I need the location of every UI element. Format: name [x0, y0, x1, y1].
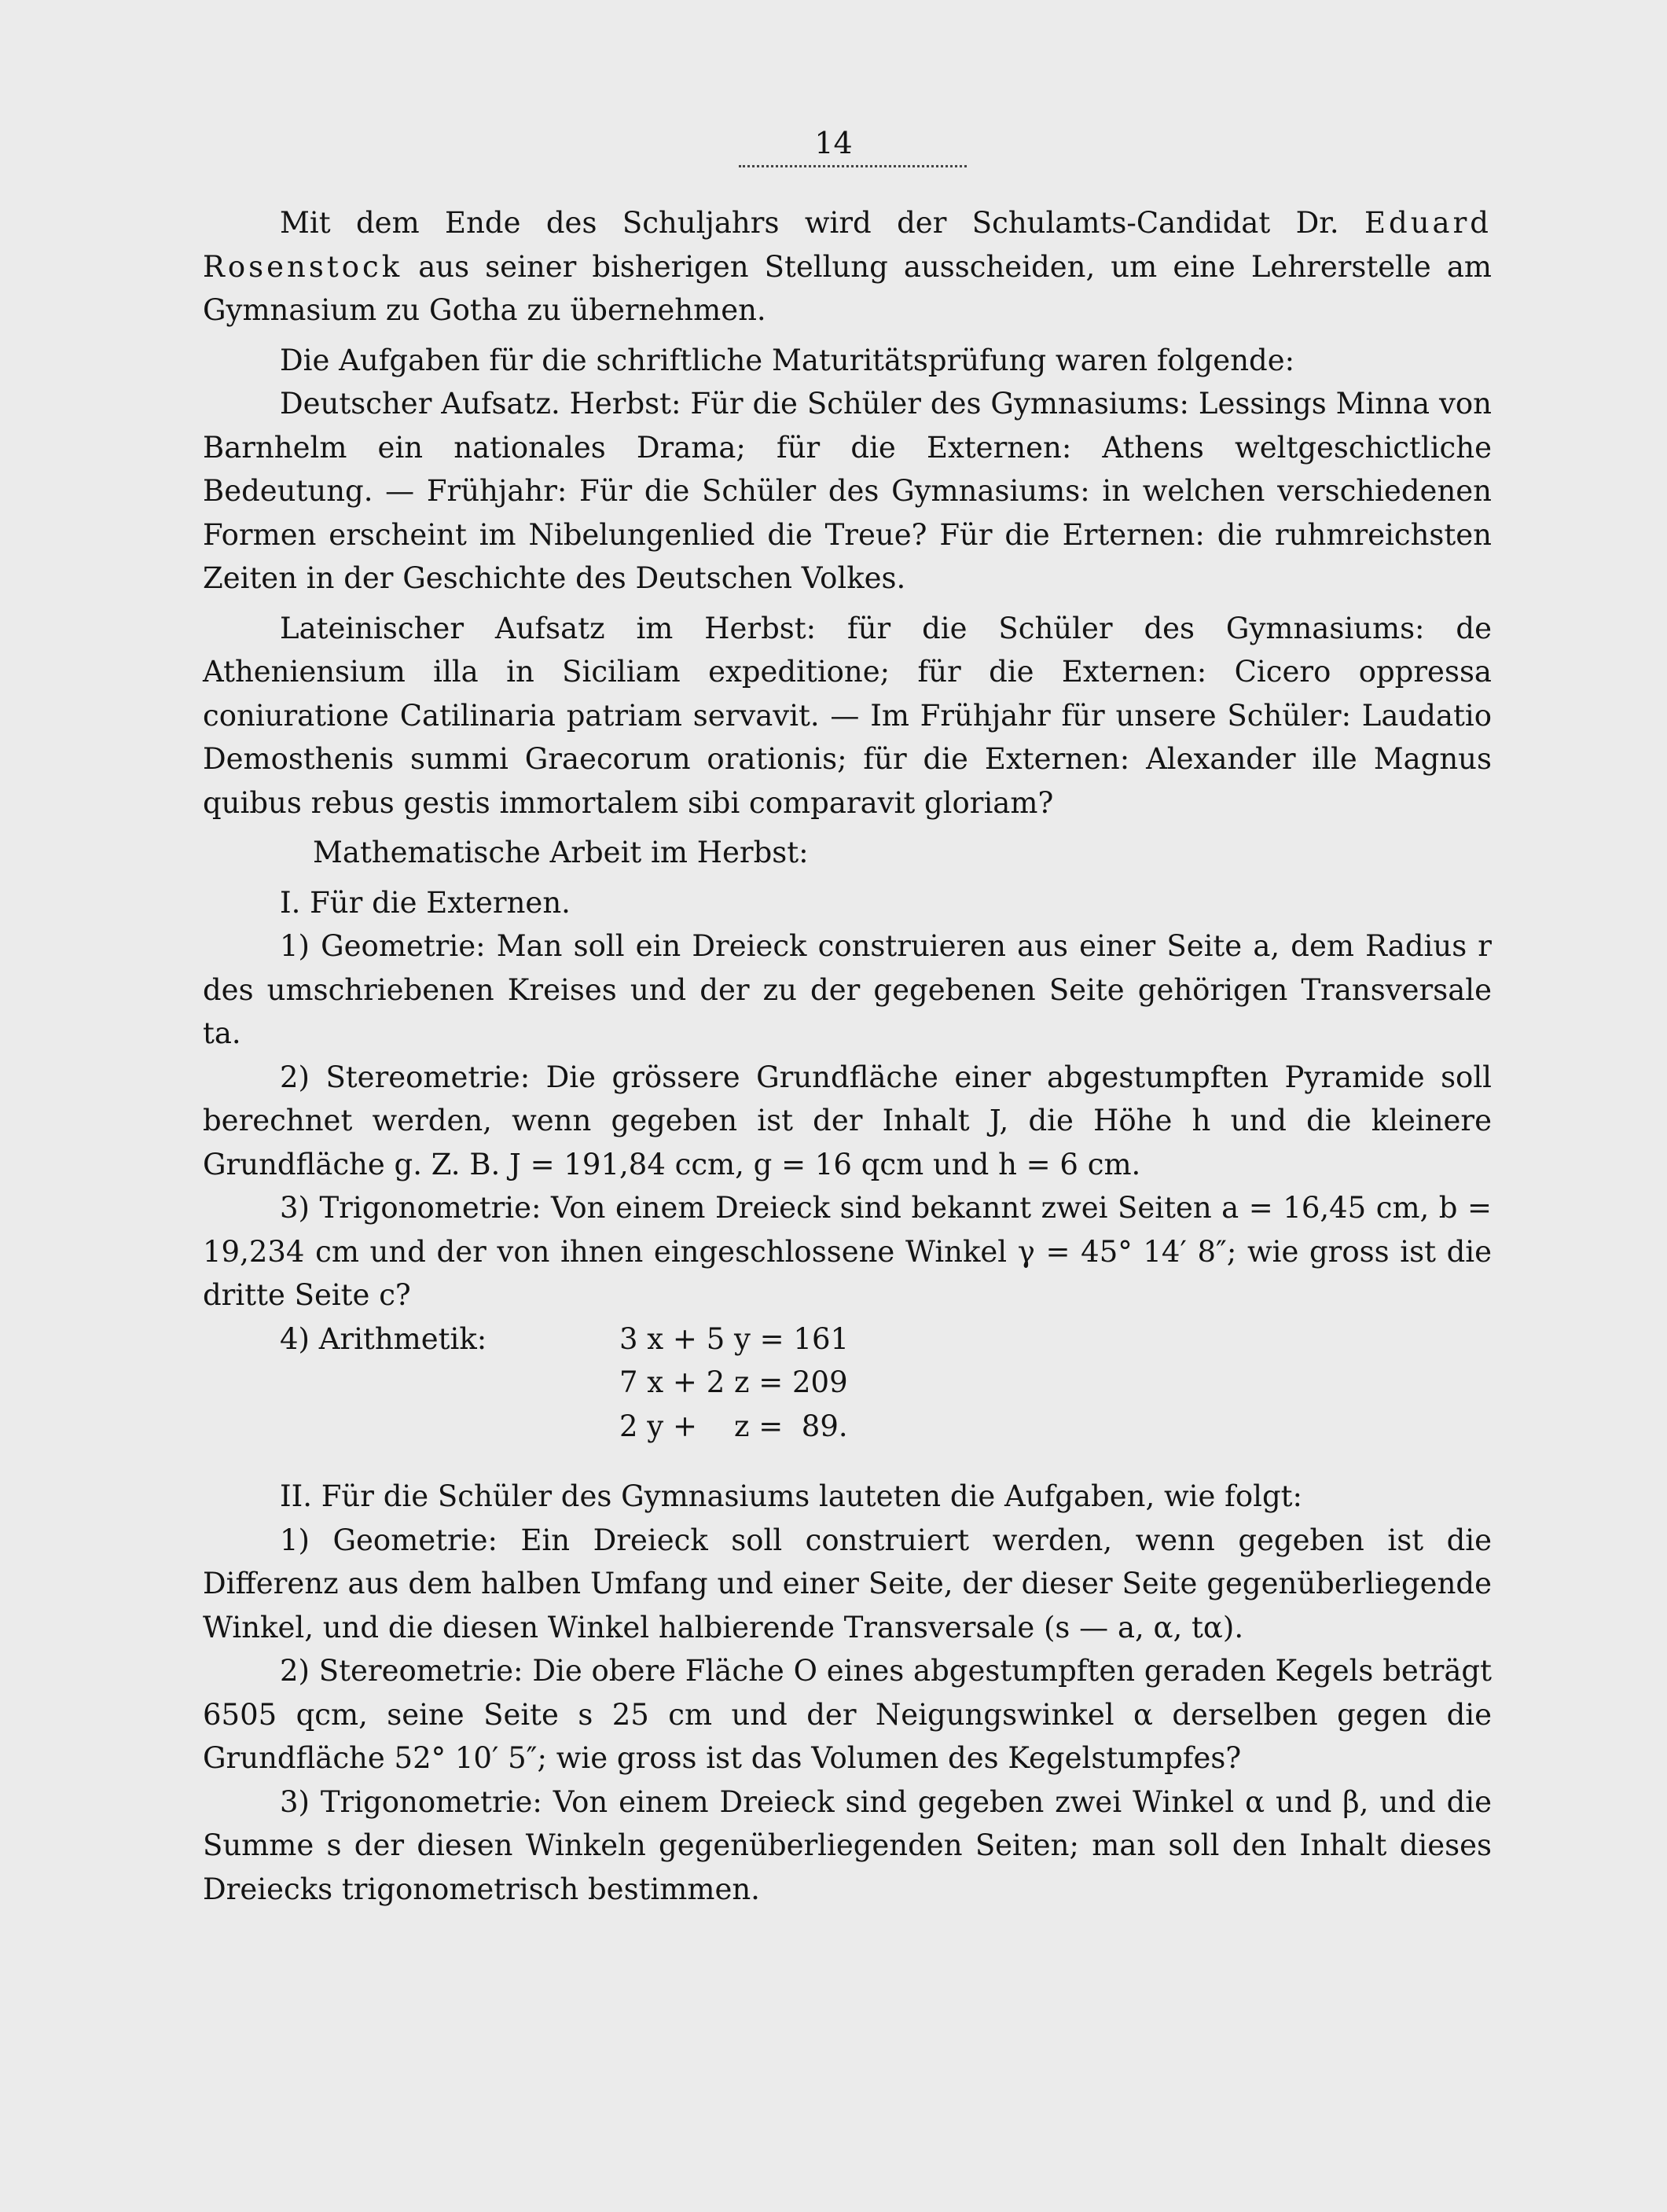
paragraph-deutscher-aufsatz: Deutscher Aufsatz. Herbst: Für die Schüler des Gymnasiums: Lessings Minna von Barnhelm ein nationales Drama; für die Externen: Athens weltgeschictliche Bedeutung. — Frühjahr: Für die Schüler des Gymnasiums: in welchen verschiedenen Formen erscheint im Nibelungenlied die Treue? Für die Erternen: die ruhmreichsten Zeiten in der Geschichte des Deutschen Volkes.: [203, 387, 1492, 595]
paragraph-rosenstock-a: Mit dem Ende des Schuljahrs wird der Schulamts-Candidat Dr.: [280, 206, 1365, 240]
task-arithmetik-label: 4) Arithmetik:: [280, 1321, 487, 1356]
paragraph-lateinischer-aufsatz: Lateinischer Aufsatz im Herbst: für die Schüler des Gymnasiums: de Atheniensium illa in Siciliam expeditione; für die Externen: Cicero oppressa coniuratione Catilinaria patriam servavit. — Im Frühjahr für unsere Schüler: Laudatio Demosthenis summi Graecorum orationis; für die Externen: Alexander ille Magnus quibus rebus gestis immortalem sibi comparavit gloriam?: [203, 611, 1492, 820]
task-arithmetik-line-1: [203, 1317, 1492, 1361]
paragraph-aufgaben-intro: Die Aufgaben für die schriftliche Maturitätsprüfung waren folgende:: [280, 343, 1295, 377]
section-heading-externen: I. Für die Externen.: [280, 885, 571, 920]
task-stereometrie-externen: 2) Stereometrie: Die grössere Grundfläche einer abgestumpften Pyramide soll berechnet werden, wenn gegeben ist der Inhalt J, die Höhe h und die kleinere Grundfläche g. Z. B. J = 191,84 ccm, g = 16 qcm und h = 6 cm.: [203, 1060, 1492, 1181]
task-trigonometrie-externen: 3) Trigonometrie: Von einem Dreieck sind bekannt zwei Seiten a = 16,45 cm, b = 19,234 cm und der von ihnen eingeschlossene Winkel γ = 45° 14′ 8″; wie gross ist die dritte Seite c?: [203, 1191, 1492, 1312]
task-stereometrie-gymnasium: 2) Stereometrie: Die obere Fläche O eines abgestumpften geraden Kegels beträgt 6505 qcm, seine Seite s 25 cm und der Neigungswinkel α derselben gegen die Grundfläche 52° 10′ 5″; wie gross ist das Volumen des Kegelstumpfes?: [203, 1654, 1492, 1775]
equation-2: 7 x + 2 z = 209: [619, 1365, 848, 1399]
paragraph-rosenstock-b: aus seiner bisherigen Stellung ausscheiden, um eine Lehrerstelle am Gymnasium zu Gotha zu übernehmen.: [203, 249, 1492, 327]
header-rule: [739, 165, 967, 167]
task-geometrie-externen: 1) Geometrie: Man soll ein Dreieck construieren aus einer Seite a, dem Radius r des umschriebenen Kreises und der zu der gegebenen Seite gehörigen Transversale ta.: [203, 929, 1492, 1050]
task-trigonometrie-gymnasium: 3) Trigonometrie: Von einem Dreieck sind gegeben zwei Winkel α und β, und die Summe s der diesen Winkeln gegenüberliegenden Seiten; man soll den Inhalt dieses Dreiecks trigonometrisch bestimmen.: [203, 1784, 1492, 1906]
task-arithmetik-line-3: [203, 1405, 1492, 1449]
section-heading-gymnasium: II. Für die Schüler des Gymnasiums lauteten die Aufgaben, wie folgt:: [280, 1479, 1302, 1513]
task-arithmetik-line-2: [203, 1361, 1492, 1405]
task-geometrie-gymnasium: 1) Geometrie: Ein Dreieck soll construiert werden, wenn gegeben ist die Differenz aus dem halben Umfang und einer Seite, der dieser Seite gegenüberliegende Winkel, und die diesen Winkel halbierende Transversale (s — a, α, tα).: [203, 1523, 1492, 1644]
person-name: Eduard Rosenstock: [203, 206, 1492, 284]
body-text: [203, 201, 1492, 1911]
paragraph-rosenstock: [203, 201, 1492, 333]
equation-1: 3 x + 5 y = 161: [619, 1321, 850, 1356]
equation-3: 2 y + z = 89.: [619, 1409, 848, 1443]
page-number: 14: [814, 126, 853, 160]
paragraph-mathematische-arbeit: Mathematische Arbeit im Herbst:: [313, 836, 809, 869]
